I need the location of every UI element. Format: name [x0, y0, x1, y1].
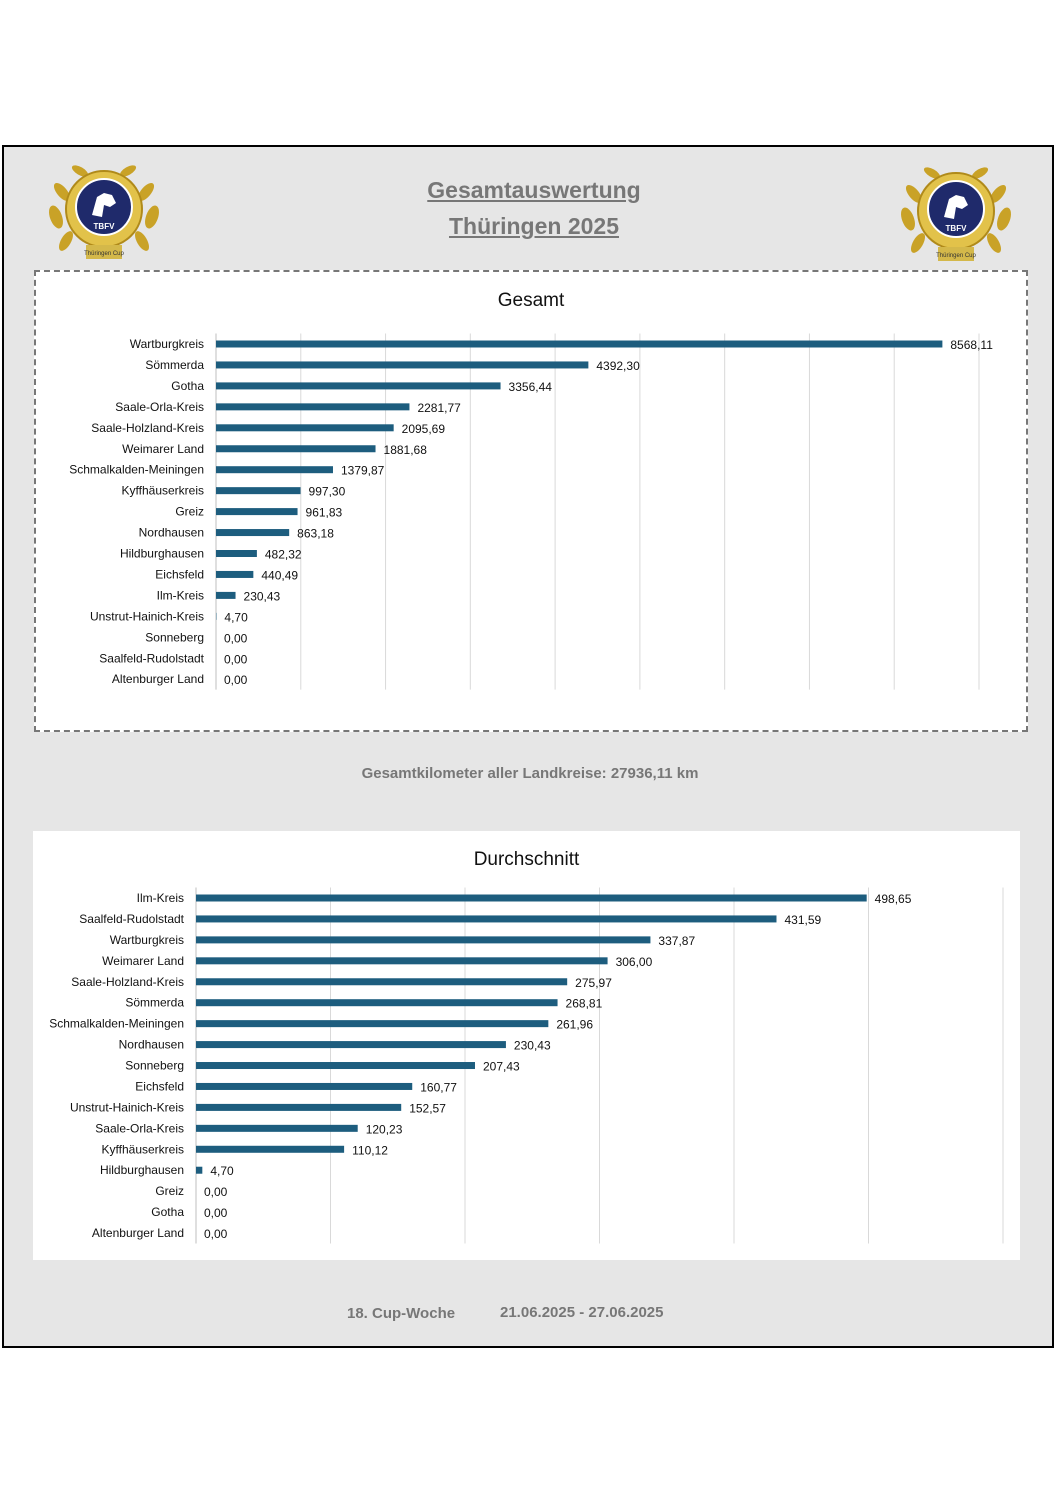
- bar: [216, 550, 257, 557]
- data-label: 337,87: [658, 933, 696, 948]
- data-label: 0,00: [204, 1206, 228, 1221]
- laurel-emblem-icon: [894, 159, 1018, 269]
- data-label: 482,32: [264, 547, 302, 562]
- data-label: 0,00: [204, 1227, 228, 1242]
- data-label: 275,97: [575, 975, 612, 990]
- data-label: 0,00: [224, 631, 248, 646]
- data-label: 1881,68: [383, 442, 427, 457]
- total-kilometers: Gesamtkilometer aller Landkreise: 27936,11 km: [361, 765, 699, 782]
- data-label: 8568,11: [950, 338, 993, 352]
- bar: [216, 341, 942, 348]
- category-label: Gotha: [171, 378, 204, 393]
- bar: [216, 445, 376, 452]
- category-label: Sömmerda: [125, 995, 184, 1010]
- category-label: Wartburgkreis: [129, 337, 204, 351]
- chart-title: Gesamt: [497, 290, 565, 311]
- data-label: 207,43: [482, 1059, 520, 1074]
- bar: [196, 1062, 475, 1069]
- category-label: Ilm-Kreis: [156, 588, 204, 603]
- data-label: 160,77: [420, 1080, 457, 1095]
- page-title-line2: Thüringen 2025: [449, 213, 619, 239]
- report-frame: [2, 145, 1054, 1348]
- category-label: Unstrut-Hainich-Kreis: [89, 609, 204, 624]
- data-label: 997,30: [308, 484, 346, 499]
- bar: [196, 1020, 548, 1027]
- bar: [216, 424, 394, 431]
- category-label: Saale-Holzland-Kreis: [71, 974, 184, 989]
- category-label: Nordhausen: [118, 1037, 184, 1052]
- date-range: 21.06.2025 - 27.06.2025: [500, 1304, 664, 1321]
- category-label: Eichsfeld: [135, 1079, 184, 1094]
- category-label: Hildburghausen: [119, 546, 204, 561]
- bar: [196, 978, 567, 985]
- bar: [196, 957, 608, 964]
- data-label: 498,65: [874, 892, 912, 906]
- svg-text:Thüringen Cup: Thüringen Cup: [936, 253, 976, 259]
- bar: [216, 529, 289, 536]
- chart-title: Durchschnitt: [473, 849, 580, 870]
- bar: [216, 487, 301, 494]
- svg-text:Thüringen Cup: Thüringen Cup: [84, 251, 124, 257]
- data-label: 2281,77: [417, 400, 461, 415]
- category-label: Kyffhäuserkreis: [121, 483, 204, 498]
- data-label: 261,96: [556, 1017, 594, 1032]
- bar: [216, 592, 236, 599]
- club-logo-right: [894, 159, 1018, 269]
- bar: [196, 1083, 412, 1090]
- chart-durchschnitt: [33, 831, 1020, 1260]
- page-title-line1: Gesamtauswertung: [427, 177, 641, 203]
- data-label: 120,23: [365, 1122, 403, 1137]
- data-label: 268,81: [565, 996, 603, 1011]
- category-label: Weimarer Land: [122, 441, 204, 456]
- chart-durchschnitt-plot: [33, 831, 1020, 1260]
- bar: [216, 403, 409, 410]
- club-logo-left: [42, 157, 166, 267]
- category-label: Greiz: [155, 1184, 184, 1199]
- data-label: 152,57: [409, 1101, 446, 1116]
- category-label: Ilm-Kreis: [136, 891, 184, 905]
- bar: [196, 1167, 202, 1174]
- bar: [216, 361, 588, 368]
- svg-text:TBFV: TBFV: [945, 224, 967, 233]
- data-label: 431,59: [784, 912, 822, 927]
- data-label: 0,00: [204, 1185, 228, 1200]
- chart-gesamt: [34, 270, 1028, 732]
- data-label: 4,70: [224, 610, 248, 625]
- bar: [216, 382, 501, 389]
- category-label: Saalfeld-Rudolstadt: [79, 911, 184, 926]
- category-label: Unstrut-Hainich-Kreis: [69, 1100, 184, 1115]
- data-label: 110,12: [352, 1143, 388, 1158]
- bar: [216, 571, 253, 578]
- data-label: 3356,44: [508, 379, 552, 394]
- svg-text:TBFV: TBFV: [93, 222, 115, 231]
- data-label: 230,43: [513, 1038, 551, 1053]
- category-label: Eichsfeld: [155, 567, 204, 582]
- category-label: Kyffhäuserkreis: [101, 1142, 184, 1157]
- category-label: Altenburger Land: [91, 1226, 184, 1241]
- bar: [196, 999, 558, 1006]
- bar: [216, 466, 333, 473]
- data-label: 4392,30: [596, 358, 640, 373]
- data-label: 4,70: [210, 1164, 234, 1179]
- category-label: Wartburgkreis: [109, 932, 184, 947]
- category-label: Sonneberg: [145, 630, 204, 645]
- bar: [196, 1041, 506, 1048]
- category-label: Weimarer Land: [102, 953, 184, 968]
- bar: [196, 1104, 401, 1111]
- bar: [196, 1125, 358, 1132]
- bar: [196, 936, 650, 943]
- bar: [196, 895, 867, 902]
- category-label: Sömmerda: [145, 357, 204, 372]
- laurel-emblem-icon: [42, 157, 166, 267]
- category-label: Schmalkalden-Meiningen: [49, 1016, 184, 1031]
- data-label: 440,49: [261, 568, 299, 583]
- data-label: 2095,69: [401, 421, 446, 436]
- category-label: Greiz: [175, 504, 204, 519]
- category-label: Saalfeld-Rudolstadt: [99, 651, 204, 666]
- category-label: Altenburger Land: [111, 672, 204, 687]
- bar: [196, 915, 776, 922]
- bar: [196, 1146, 344, 1153]
- category-label: Gotha: [151, 1205, 184, 1220]
- data-label: 1379,87: [340, 463, 385, 478]
- category-label: Saale-Holzland-Kreis: [91, 420, 204, 435]
- category-label: Sonneberg: [125, 1058, 184, 1073]
- category-label: Saale-Orla-Kreis: [115, 399, 204, 414]
- data-label: 0,00: [224, 652, 248, 667]
- category-label: Saale-Orla-Kreis: [95, 1121, 184, 1136]
- data-label: 961,83: [305, 505, 343, 520]
- data-label: 230,43: [243, 589, 281, 604]
- category-label: Nordhausen: [138, 525, 204, 540]
- data-label: 863,18: [297, 526, 334, 541]
- data-label: 0,00: [224, 673, 248, 688]
- cup-week: 18. Cup-Woche: [347, 1305, 456, 1322]
- category-label: Hildburghausen: [99, 1163, 184, 1178]
- category-label: Schmalkalden-Meiningen: [69, 462, 204, 477]
- data-label: 306,00: [615, 954, 653, 969]
- chart-gesamt-plot: [36, 272, 1026, 712]
- bar: [216, 508, 298, 515]
